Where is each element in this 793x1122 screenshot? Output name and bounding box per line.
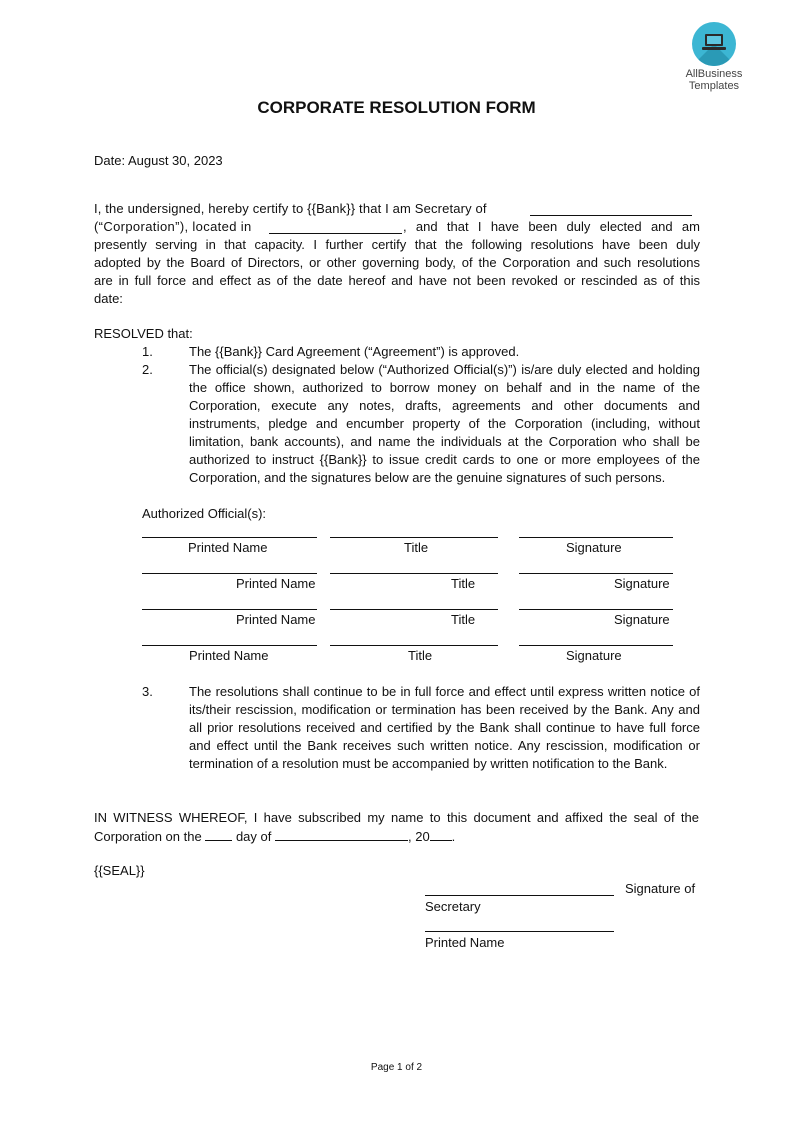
seal-placeholder: {{SEAL}} — [94, 863, 145, 878]
authorized-officials-label: Authorized Official(s): — [142, 506, 267, 521]
intro-line-3: presently serving in that capacity. I further certify that the following resolutions have been duly — [94, 237, 700, 252]
signature-line[interactable] — [519, 537, 673, 538]
printed-name-label: Printed Name — [189, 648, 269, 663]
printed-name-line[interactable] — [142, 573, 317, 574]
title-line[interactable] — [330, 573, 498, 574]
secretary-printed-name-label: Printed Name — [425, 935, 505, 950]
title-line[interactable] — [330, 537, 498, 538]
witness-text-a: Corporation on the — [94, 829, 202, 844]
title-line[interactable] — [330, 609, 498, 610]
title-line[interactable] — [330, 645, 498, 646]
intro-paragraph — [94, 200, 700, 308]
signature-label: Signature — [614, 612, 670, 627]
signature-label: Signature — [566, 648, 622, 663]
printed-name-line[interactable] — [142, 645, 317, 646]
laptop-icon — [692, 22, 736, 66]
date-line: Date: August 30, 2023 — [94, 153, 223, 168]
title-label: Title — [451, 576, 476, 591]
day-blank[interactable] — [205, 827, 232, 841]
year-blank[interactable] — [430, 827, 452, 841]
logo-text-line2: Templates — [688, 80, 740, 92]
item-1-text: The {{Bank}} Card Agreement (“Agreement”) is approved. — [189, 344, 520, 359]
signature-line[interactable] — [519, 609, 673, 610]
item-3-number: 3. — [142, 684, 153, 699]
secretary-signature-label-b: Secretary — [425, 899, 481, 914]
witness-text-c: , 20 — [407, 829, 430, 844]
title-label: Title — [451, 612, 476, 627]
intro-line-4: adopted by the Board of Directors, or other governing body, of the Corporation and such resolutions — [94, 255, 700, 270]
allbusiness-logo — [680, 22, 748, 92]
witness-line-2 — [94, 827, 700, 845]
item-1-number: 1. — [142, 344, 153, 359]
printed-name-line[interactable] — [142, 537, 317, 538]
intro-line-2b: , and that I have been duly elected and am — [403, 219, 700, 234]
printed-name-label: Printed Name — [236, 576, 316, 591]
printed-name-line[interactable] — [142, 609, 317, 610]
signature-label: Signature — [614, 576, 670, 591]
logo-text-line1: AllBusiness — [685, 68, 743, 80]
month-blank[interactable] — [275, 827, 408, 841]
signature-line[interactable] — [519, 573, 673, 574]
page-number: Page 1 of 2 — [370, 1062, 423, 1073]
intro-line-6: date: — [94, 291, 123, 306]
item-3-text: The resolutions shall continue to be in full force and effect until express written notice of its/their rescission, modification or termination has been received by the Bank. Any and all prior resolutions received and certified by the Bank shall continue to have full force and effect until the Bank receives such written notice. Any rescission, modification or termination of a resolution must be accompanied by written notification to the Bank. — [189, 684, 700, 771]
witness-line-1: IN WITNESS WHEREOF, I have subscribed my name to this document and affixed the seal of the — [94, 810, 699, 825]
signature-label: Signature — [566, 540, 622, 555]
corporation-name-blank[interactable] — [530, 202, 692, 216]
printed-name-label: Printed Name — [188, 540, 268, 555]
intro-line-1: I, the undersigned, hereby certify to {{Bank}} that I am Secretary of — [94, 201, 487, 216]
secretary-signature-line[interactable] — [425, 895, 614, 896]
item-2-text: The official(s) designated below (“Authorized Official(s)”) is/are duly elected and holding the office shown, authorized to borrow money on behalf and in the name of the Corporation, execute any notes, drafts, agreements and other documents and instruments, pledge and encumber property of the Corporation (including, without limitation, bank accounts), and name the individuals at the Corporation who shall be authorized to instruct {{Bank}} to issue credit cards to one or more employees of the Corporation, and the signatures below are the genuine signatures of such persons. — [189, 362, 700, 485]
secretary-printed-name-line[interactable] — [425, 931, 614, 932]
resolved-label: RESOLVED that: — [94, 326, 193, 341]
printed-name-label: Printed Name — [236, 612, 316, 627]
title-label: Title — [408, 648, 433, 663]
location-blank[interactable] — [269, 220, 402, 234]
intro-line-2a: (“Corporation”), located in — [94, 219, 252, 234]
page-title: CORPORATE RESOLUTION FORM — [257, 98, 536, 117]
item-2-number: 2. — [142, 362, 153, 377]
secretary-signature-label-a: Signature of — [625, 881, 696, 896]
witness-text-b: day of — [235, 829, 272, 844]
witness-text-d: . — [451, 829, 456, 844]
signature-line[interactable] — [519, 645, 673, 646]
title-label: Title — [404, 540, 429, 555]
intro-line-5: are in full force and effect as of the date hereof and have not been revoked or rescinded as of this — [94, 273, 700, 288]
